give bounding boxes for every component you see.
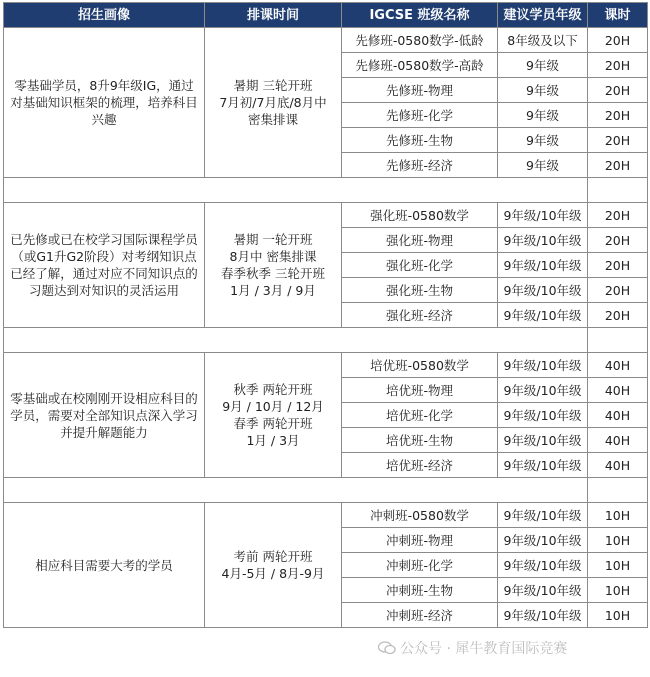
schedule-cell: 暑期 三轮开班 7月初/7月底/8月中 密集排课 (205, 28, 342, 178)
grade-cell: 9年级/10年级 (498, 278, 588, 303)
grade-cell: 9年级/10年级 (498, 428, 588, 453)
schedule-cell: 秋季 两轮开班 9月 / 10月 / 12月 春季 两轮开班 1月 / 3月 (205, 353, 342, 478)
profile-cell: 零基础学员，8升9年级IG，通过对基础知识框架的梳理，培养科目兴趣 (4, 28, 205, 178)
class-name-cell: 强化班-物理 (342, 228, 498, 253)
separator-cell (588, 328, 648, 353)
class-name-cell: 强化班-化学 (342, 253, 498, 278)
grade-cell: 9年级/10年级 (498, 203, 588, 228)
hours-cell: 20H (588, 303, 648, 328)
profile-cell: 相应科目需要大考的学员 (4, 503, 205, 628)
hours-cell: 20H (588, 28, 648, 53)
class-name-cell: 先修班-0580数学-高龄 (342, 53, 498, 78)
grade-cell: 9年级/10年级 (498, 253, 588, 278)
table-row (4, 353, 648, 378)
separator-cell (588, 178, 648, 203)
hours-cell: 20H (588, 203, 648, 228)
class-name-cell: 冲刺班-物理 (342, 528, 498, 553)
grade-cell: 9年级/10年级 (498, 578, 588, 603)
table-row (4, 503, 648, 528)
grade-cell: 9年级/10年级 (498, 453, 588, 478)
class-name-cell: 先修班-经济 (342, 153, 498, 178)
table-row (4, 203, 648, 228)
hours-cell: 20H (588, 53, 648, 78)
schedule-cell: 考前 两轮开班 4月-5月 / 8月-9月 (205, 503, 342, 628)
grade-cell: 9年级/10年级 (498, 603, 588, 628)
header-class-name: IGCSE 班级名称 (342, 3, 498, 28)
grade-cell: 9年级/10年级 (498, 378, 588, 403)
class-name-cell: 强化班-经济 (342, 303, 498, 328)
separator-cell (4, 328, 588, 353)
grade-cell: 9年级 (498, 78, 588, 103)
hours-cell: 40H (588, 403, 648, 428)
hours-cell: 20H (588, 228, 648, 253)
hours-cell: 10H (588, 603, 648, 628)
table-row (4, 28, 648, 53)
watermark (378, 638, 567, 658)
hours-cell: 10H (588, 553, 648, 578)
header-schedule: 排课时间 (205, 3, 342, 28)
hours-cell: 20H (588, 253, 648, 278)
grade-cell: 8年级及以下 (498, 28, 588, 53)
hours-cell: 20H (588, 278, 648, 303)
wechat-icon (378, 641, 396, 655)
grade-cell: 9年级/10年级 (498, 553, 588, 578)
class-name-cell: 培优班-化学 (342, 403, 498, 428)
class-name-cell: 强化班-生物 (342, 278, 498, 303)
profile-cell: 已先修或已在校学习国际课程学员（或G1升G2阶段）对考纲知识点已经了解，通过对应不同知识点的习题达到对知识的灵活运用 (4, 203, 205, 328)
hours-cell: 20H (588, 78, 648, 103)
class-name-cell: 先修班-0580数学-低龄 (342, 28, 498, 53)
grade-cell: 9年级/10年级 (498, 503, 588, 528)
grade-cell: 9年级/10年级 (498, 353, 588, 378)
class-name-cell: 培优班-生物 (342, 428, 498, 453)
hours-cell: 10H (588, 528, 648, 553)
class-name-cell: 冲刺班-0580数学 (342, 503, 498, 528)
hours-cell: 20H (588, 103, 648, 128)
hours-cell: 40H (588, 428, 648, 453)
class-name-cell: 先修班-物理 (342, 78, 498, 103)
class-name-cell: 冲刺班-生物 (342, 578, 498, 603)
hours-cell: 20H (588, 128, 648, 153)
separator-row (4, 178, 648, 203)
class-name-cell: 冲刺班-化学 (342, 553, 498, 578)
course-table (3, 2, 648, 628)
header-grade: 建议学员年级 (498, 3, 588, 28)
separator-cell (4, 178, 588, 203)
grade-cell: 9年级/10年级 (498, 228, 588, 253)
separator-row (4, 328, 648, 353)
watermark-text: 公众号 · 犀牛教育国际竞赛 (400, 641, 568, 657)
class-name-cell: 先修班-生物 (342, 128, 498, 153)
class-name-cell: 冲刺班-经济 (342, 603, 498, 628)
header-profile: 招生画像 (4, 3, 205, 28)
grade-cell: 9年级/10年级 (498, 528, 588, 553)
hours-cell: 40H (588, 353, 648, 378)
class-name-cell: 先修班-化学 (342, 103, 498, 128)
class-name-cell: 培优班-经济 (342, 453, 498, 478)
grade-cell: 9年级 (498, 103, 588, 128)
table-header-row (4, 3, 648, 28)
hours-cell: 40H (588, 453, 648, 478)
separator-row (4, 478, 648, 503)
profile-cell: 零基础或在校刚刚开设相应科目的学员，需要对全部知识点深入学习并提升解题能力 (4, 353, 205, 478)
grade-cell: 9年级/10年级 (498, 403, 588, 428)
separator-cell (588, 478, 648, 503)
class-name-cell: 培优班-0580数学 (342, 353, 498, 378)
class-name-cell: 培优班-物理 (342, 378, 498, 403)
separator-cell (4, 478, 588, 503)
hours-cell: 10H (588, 503, 648, 528)
grade-cell: 9年级 (498, 153, 588, 178)
class-name-cell: 强化班-0580数学 (342, 203, 498, 228)
grade-cell: 9年级 (498, 128, 588, 153)
schedule-cell: 暑期 一轮开班 8月中 密集排课 春季秋季 三轮开班 1月 / 3月 / 9月 (205, 203, 342, 328)
hours-cell: 40H (588, 378, 648, 403)
header-hours: 课时 (588, 3, 648, 28)
hours-cell: 20H (588, 153, 648, 178)
grade-cell: 9年级 (498, 53, 588, 78)
hours-cell: 10H (588, 578, 648, 603)
grade-cell: 9年级/10年级 (498, 303, 588, 328)
